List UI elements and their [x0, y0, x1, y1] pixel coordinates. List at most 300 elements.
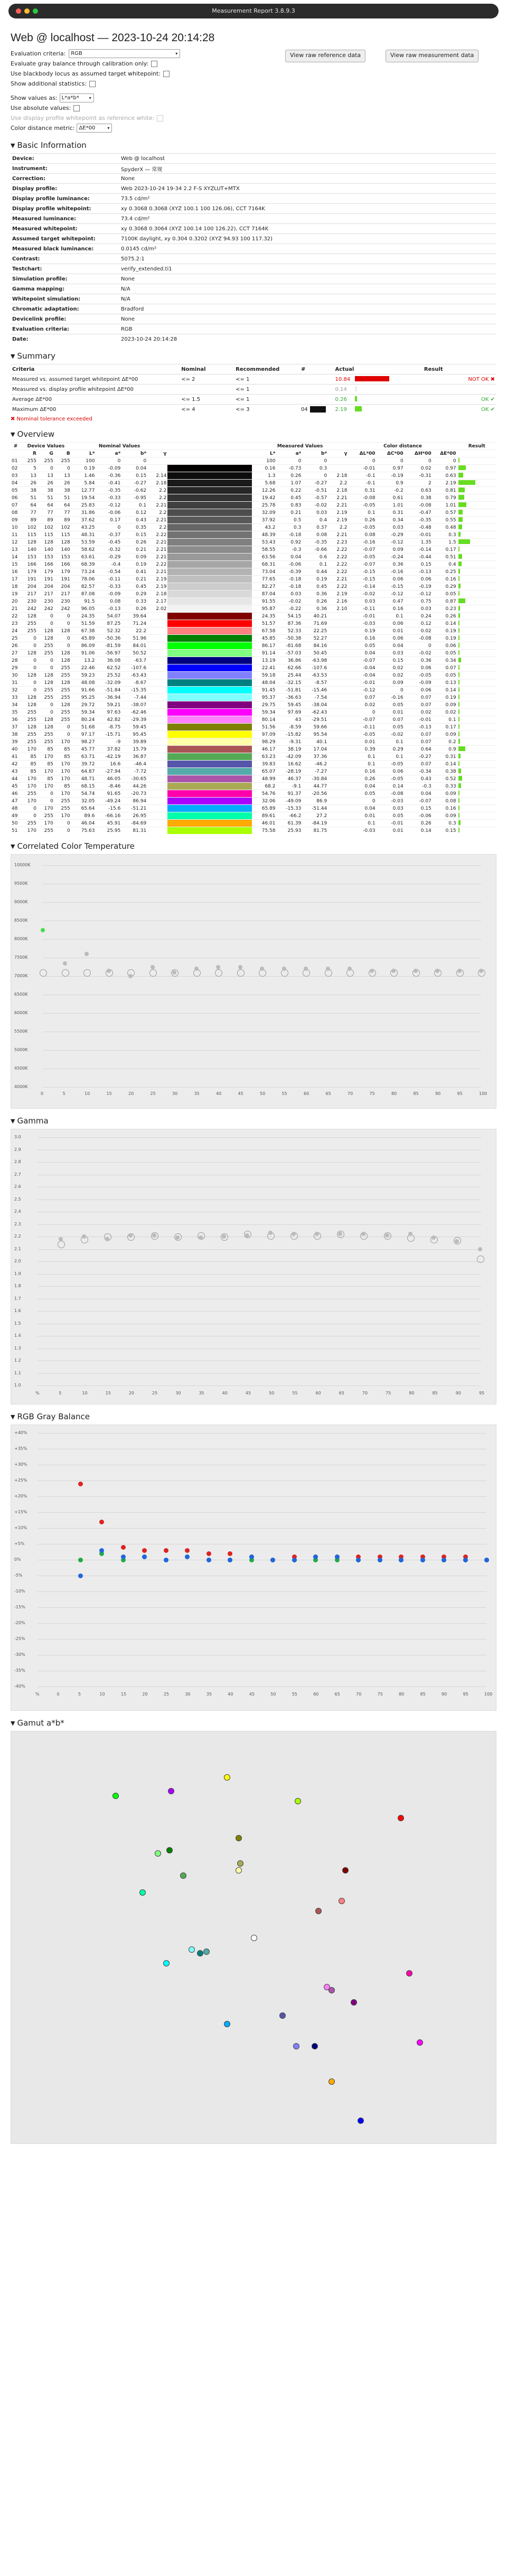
overview-cell: 25.52	[96, 672, 121, 679]
overview-cell: 39.83	[252, 761, 277, 768]
overview-cell: 217	[21, 591, 37, 598]
overview-cell: 29.75	[252, 701, 277, 709]
x-tick-label: 20	[142, 1692, 148, 1697]
overview-cell: 0.03	[348, 598, 376, 605]
result-bar	[458, 724, 460, 729]
color-swatch	[167, 472, 251, 480]
overview-table	[11, 442, 496, 834]
grid-line	[37, 1385, 481, 1386]
overview-cell: 2	[405, 480, 433, 487]
color-swatch	[167, 502, 251, 509]
overview-cell: 2.21	[147, 568, 167, 576]
overview-cell: 2.21	[328, 502, 348, 509]
measured-point	[238, 965, 242, 969]
x-tick-label: 80	[399, 1692, 405, 1697]
overview-cell: 0.26	[302, 598, 328, 605]
overview-cell: 0.6	[302, 554, 328, 561]
overview-cell: 0.02	[405, 465, 433, 472]
result-bar	[458, 502, 466, 507]
overview-cell: 29	[11, 664, 21, 672]
y-tick-label: -40%	[14, 1684, 25, 1689]
overview-cell: -0.18	[276, 583, 302, 591]
overview-cell: 0.16	[348, 768, 376, 775]
overview-cell: -0.04	[348, 672, 376, 679]
overview-cell: 2.2	[147, 524, 167, 531]
info-row	[11, 274, 496, 284]
overview-column-cell: a*	[276, 450, 302, 457]
overview-cell	[457, 783, 496, 790]
color-swatch	[167, 576, 251, 583]
overview-cell: 2.22	[147, 531, 167, 539]
overview-cell: 53.59	[71, 539, 96, 546]
color-swatch	[167, 554, 251, 561]
overview-cell: 2.21	[147, 539, 167, 546]
overview-cell: 09	[11, 517, 21, 524]
overview-cell: 68.15	[71, 783, 96, 790]
overview-cell: 128	[37, 635, 54, 642]
overview-cell: 0.05	[377, 812, 405, 820]
overview-cell: 19	[11, 591, 21, 598]
x-tick-label: 20	[128, 1091, 134, 1096]
overview-cell: 2.22	[328, 561, 348, 568]
overview-cell	[328, 738, 348, 746]
overview-cell: -30.84	[302, 775, 328, 783]
result-bar	[458, 561, 462, 566]
table-row	[11, 790, 496, 798]
x-tick-label: 5	[62, 1091, 65, 1096]
x-tick-label: 70	[362, 1391, 368, 1395]
overview-cell	[147, 613, 167, 620]
info-value: verify_extended.ti1	[119, 264, 496, 274]
overview-cell	[457, 746, 496, 753]
overview-cell: 0.06	[405, 664, 433, 672]
color-swatch	[167, 761, 251, 768]
overview-cell: -0.02	[348, 591, 376, 598]
overview-cell: -0.39	[276, 568, 302, 576]
overview-cell: 0.14	[405, 827, 433, 835]
g-balance-point	[78, 1558, 83, 1562]
opt-display-profile-label: Use display profile whitepoint as reference white:	[11, 115, 155, 121]
overview-cell: 0	[21, 805, 37, 812]
x-tick-label: 35	[199, 1391, 204, 1395]
color-swatch	[167, 613, 251, 620]
color-swatch	[167, 650, 251, 657]
overview-cell	[457, 576, 496, 583]
overview-cell: 0.03	[302, 509, 328, 517]
x-tick-label: 30	[185, 1692, 191, 1697]
overview-cell: 53.43	[252, 539, 277, 546]
overview-cell: 128	[37, 539, 54, 546]
overview-cell: 170	[54, 768, 71, 775]
overview-cell: -0.18	[276, 576, 302, 583]
opt-absolute-checkbox[interactable]	[73, 105, 80, 111]
gamut-point	[236, 1867, 242, 1874]
overview-cell	[457, 591, 496, 598]
color-swatch	[167, 812, 251, 820]
x-tick-label: 10	[99, 1692, 105, 1697]
overview-cell: 19.42	[252, 494, 277, 502]
collapse-triangle-icon: ▼	[11, 1719, 15, 1727]
overview-cell: -0.05	[348, 502, 376, 509]
info-key: Display profile whitepoint:	[11, 204, 119, 214]
b-balance-point	[228, 1558, 232, 1562]
overview-cell: 0.02	[348, 701, 376, 709]
overview-cell: 0.44	[302, 568, 328, 576]
overview-cell: 128	[54, 650, 71, 657]
section-gray-balance[interactable]	[11, 1412, 496, 1421]
overview-cell: 87.04	[252, 591, 277, 598]
table-row	[11, 605, 496, 613]
overview-cell	[457, 509, 496, 517]
overview-cell: -0.08	[405, 635, 433, 642]
overview-cell: 0.75	[405, 598, 433, 605]
overview-cell: 51.59	[71, 620, 96, 627]
overview-cell	[328, 642, 348, 650]
overview-cell: 2.21	[147, 546, 167, 554]
overview-cell: 45.77	[71, 746, 96, 753]
overview-cell	[147, 716, 167, 724]
overview-cell: 24.35	[252, 613, 277, 620]
overview-cell: 17	[11, 576, 21, 583]
overview-cell: -29.39	[121, 716, 147, 724]
patch-swatch	[310, 406, 326, 413]
color-swatch	[167, 694, 251, 701]
overview-column-cell: a*	[96, 450, 121, 457]
overview-cell: -42.09	[276, 753, 302, 761]
overview-cell: 81.31	[121, 827, 147, 835]
overview-cell: 0.4	[302, 517, 328, 524]
overview-cell: -0.06	[276, 561, 302, 568]
overview-cell: -0.18	[276, 531, 302, 539]
x-tick-label: 15	[120, 1692, 127, 1697]
overview-cell: 170	[54, 790, 71, 798]
x-tick-label: 85	[420, 1692, 426, 1697]
opt-display-profile-checkbox[interactable]	[157, 115, 163, 121]
overview-cell: 0.13	[433, 679, 457, 687]
overview-cell: 1.01	[377, 502, 405, 509]
overview-cell: 0.83	[276, 502, 302, 509]
result-bar	[458, 495, 465, 500]
x-tick-label: 95	[463, 1692, 468, 1697]
overview-cell: 0.26	[348, 775, 376, 783]
overview-cell	[328, 627, 348, 635]
overview-cell: 115	[37, 531, 54, 539]
section-cct[interactable]	[11, 841, 496, 851]
r-balance-point	[206, 1551, 211, 1556]
overview-cell: 128	[54, 701, 71, 709]
overview-cell: -8.57	[302, 679, 328, 687]
section-gamut[interactable]	[11, 1718, 496, 1728]
overview-cell: 51	[21, 494, 37, 502]
eval-criteria-select[interactable]	[69, 49, 180, 58]
overview-cell	[147, 457, 167, 465]
summary-table	[11, 364, 496, 414]
overview-cell: -0.3	[405, 783, 433, 790]
overview-cell: -0.29	[377, 531, 405, 539]
x-tick-label: 35	[194, 1091, 200, 1096]
opt-blackbody-checkbox[interactable]	[163, 71, 170, 77]
overview-cell: 0.1	[433, 716, 457, 724]
overview-cell: 0.36	[302, 605, 328, 613]
overview-cell: 0.36	[405, 657, 433, 664]
color-swatch	[167, 657, 251, 664]
y-tick-label: 1.0	[14, 1383, 21, 1388]
overview-cell	[457, 738, 496, 746]
color-swatch	[167, 517, 251, 524]
y-tick-label: 5000K	[14, 1047, 28, 1052]
overview-cell: 0	[302, 472, 328, 480]
overview-cell: -0.1	[348, 480, 376, 487]
overview-cell: -20.73	[121, 790, 147, 798]
y-tick-label: +35%	[14, 1446, 27, 1451]
overview-cell: 255	[54, 694, 71, 701]
overview-column-cell: ΔE*00	[433, 450, 457, 457]
overview-cell: 0.52	[433, 775, 457, 783]
overview-cell: -84.69	[121, 820, 147, 827]
overview-cell: 71.69	[302, 620, 328, 627]
overview-cell: 0.3	[433, 820, 457, 827]
overview-cell: 255	[54, 672, 71, 679]
overview-cell	[328, 724, 348, 731]
section-title: RGB Gray Balance	[17, 1412, 90, 1421]
overview-cell: 255	[21, 790, 37, 798]
b-balance-point	[442, 1558, 446, 1562]
result-bar	[458, 547, 460, 551]
measured-point	[152, 1233, 156, 1238]
x-tick-label: 60	[315, 1391, 321, 1395]
overview-cell: -0.48	[405, 524, 433, 531]
overview-cell: 75.63	[71, 827, 96, 835]
overview-cell: 39.72	[71, 761, 96, 768]
overview-cell: 0.04	[348, 783, 376, 790]
overview-cell: -0.15	[348, 568, 376, 576]
measured-point	[282, 967, 286, 971]
overview-cell: 255	[54, 805, 71, 812]
y-tick-label: -25%	[14, 1636, 25, 1641]
summary-cell	[334, 405, 422, 415]
b-balance-point	[378, 1558, 382, 1562]
overview-cell: 153	[37, 554, 54, 561]
overview-cell	[328, 775, 348, 783]
result-bar	[458, 473, 463, 477]
overview-cell: 68.2	[252, 783, 277, 790]
overview-cell: -36.63	[276, 694, 302, 701]
x-tick-label: 60	[304, 1091, 309, 1096]
measured-point	[172, 970, 176, 975]
overview-cell: 59.21	[96, 701, 121, 709]
overview-cell: 0.57	[433, 509, 457, 517]
overview-cell: 39.64	[121, 613, 147, 620]
table-row	[11, 731, 496, 738]
overview-cell: 89	[54, 517, 71, 524]
result-bar	[458, 524, 462, 529]
overview-cell: 128	[54, 657, 71, 664]
overview-cell: 0.07	[405, 761, 433, 768]
overview-group-cell: Device Values	[21, 443, 71, 450]
overview-cell: -0.27	[302, 480, 328, 487]
measured-point	[216, 965, 220, 969]
overview-cell: 128	[37, 724, 54, 731]
result-bar	[458, 532, 461, 537]
overview-cell: 2.18	[328, 472, 348, 480]
overview-cell: 170	[54, 738, 71, 746]
view-raw-measurement-button[interactable]: View raw measurement data	[386, 50, 478, 62]
table-row	[11, 531, 496, 539]
overview-cell: 0	[54, 465, 71, 472]
overview-cell: 255	[21, 627, 37, 635]
overview-cell: 85	[54, 783, 71, 790]
overview-cell: 0.14	[433, 620, 457, 627]
overview-cell: 170	[37, 768, 54, 775]
overview-column-cell	[457, 450, 496, 457]
section-summary[interactable]	[11, 351, 496, 361]
gamma-chart	[11, 1129, 496, 1404]
overview-cell	[457, 672, 496, 679]
overview-cell: 255	[37, 731, 54, 738]
actual-value: 0.26	[335, 396, 347, 402]
overview-cell: 100	[71, 457, 96, 465]
color-metric-select[interactable]	[77, 124, 112, 133]
result-bar	[458, 709, 459, 714]
info-key: Measured whitepoint:	[11, 224, 119, 234]
color-swatch	[167, 480, 251, 487]
overview-cell: 35	[11, 709, 21, 716]
actual-value: 2.19	[335, 406, 347, 413]
result-bar	[458, 828, 459, 832]
overview-cell	[147, 642, 167, 650]
overview-cell: 82.57	[71, 583, 96, 591]
overview-cell: 0	[37, 465, 54, 472]
overview-cell: 0	[433, 457, 457, 465]
measured-point	[260, 967, 264, 971]
gamut-point	[312, 2043, 318, 2049]
overview-cell: -0.27	[121, 480, 147, 487]
overview-cell: 43	[276, 716, 302, 724]
overview-cell: 0.01	[377, 709, 405, 716]
overview-cell: -0.34	[405, 768, 433, 775]
gamut-point	[236, 1835, 242, 1841]
view-raw-reference-button[interactable]: View raw reference data	[285, 50, 365, 62]
overview-cell: 40	[11, 746, 21, 753]
overview-cell: 0.14	[377, 783, 405, 790]
overview-cell	[328, 709, 348, 716]
overview-cell: 77	[54, 509, 71, 517]
overview-cell: 255	[37, 738, 54, 746]
overview-cell: 115	[54, 531, 71, 539]
grid-line	[37, 1496, 486, 1497]
grid-line	[37, 1528, 486, 1529]
overview-cell: -63.43	[121, 672, 147, 679]
overview-cell: 2.18	[147, 480, 167, 487]
show-values-select[interactable]	[60, 93, 94, 102]
actual-bar	[355, 396, 357, 401]
overview-cell: -0.11	[348, 605, 376, 613]
overview-cell	[328, 613, 348, 620]
section-gamma[interactable]	[11, 1116, 496, 1126]
show-values-row	[11, 93, 496, 103]
info-row	[11, 324, 496, 334]
overview-column-cell: γ	[147, 450, 167, 457]
overview-cell	[328, 731, 348, 738]
overview-cell: 0.08	[96, 598, 121, 605]
gamut-point	[224, 1774, 230, 1781]
overview-cell: 128	[21, 724, 37, 731]
overview-cell: 91.06	[71, 650, 96, 657]
overview-cell: 97.69	[276, 709, 302, 716]
y-tick-label: 1.5	[14, 1320, 21, 1326]
overview-cell: 0.16	[433, 576, 457, 583]
overview-cell: 2.21	[328, 531, 348, 539]
overview-cell	[147, 701, 167, 709]
overview-cell: 0.15	[121, 531, 147, 539]
overview-cell: 0.38	[433, 768, 457, 775]
overview-column-header	[11, 450, 496, 457]
overview-cell: -51.44	[302, 805, 328, 812]
overview-cell: 0	[21, 679, 37, 687]
table-row	[11, 798, 496, 805]
section-overview[interactable]	[11, 429, 496, 439]
result-bar	[458, 569, 461, 574]
overview-cell: 59.45	[121, 724, 147, 731]
grid-line	[37, 1623, 486, 1624]
overview-cell	[457, 487, 496, 494]
overview-cell: -51.84	[96, 687, 121, 694]
overview-cell: 170	[37, 783, 54, 790]
overview-cell: 0	[54, 827, 71, 835]
measured-point	[41, 928, 45, 932]
overview-cell: -8.59	[276, 724, 302, 731]
info-key: Correction:	[11, 174, 119, 184]
overview-cell	[147, 827, 167, 835]
y-tick-label: 4500K	[14, 1066, 28, 1071]
color-swatch	[167, 457, 251, 465]
overview-cell	[328, 820, 348, 827]
overview-cell: 48.31	[71, 531, 96, 539]
info-value: Bradford	[119, 304, 496, 314]
overview-cell	[457, 657, 496, 664]
y-tick-label: 2.5	[14, 1196, 21, 1202]
table-row	[11, 694, 496, 701]
overview-cell: 0.06	[377, 620, 405, 627]
table-row	[11, 746, 496, 753]
summary-cell	[334, 385, 422, 395]
overview-cell	[328, 657, 348, 664]
overview-cell: 37.62	[71, 517, 96, 524]
overview-cell: 95.25	[71, 694, 96, 701]
section-basic-information[interactable]	[11, 140, 496, 150]
overview-cell: 0.48	[433, 524, 457, 531]
overview-cell: -0.02	[302, 502, 328, 509]
opt-gray-checkbox[interactable]	[151, 61, 157, 67]
color-swatch	[167, 509, 251, 517]
overview-cell: 0.16	[377, 605, 405, 613]
overview-cell: 2.02	[147, 605, 167, 613]
overview-cell: 0.81	[433, 487, 457, 494]
overview-cell	[328, 701, 348, 709]
measured-point	[385, 1233, 389, 1238]
overview-cell	[457, 761, 496, 768]
overview-cell: 0.06	[377, 768, 405, 775]
show-values-value: L*a*b*	[61, 95, 79, 101]
summary-cell	[299, 395, 334, 405]
overview-cell: 42	[11, 761, 21, 768]
overview-cell: 73.24	[71, 568, 96, 576]
overview-cell: 0.29	[121, 591, 147, 598]
b-balance-point	[78, 1573, 83, 1578]
x-tick-label: 5	[59, 1391, 62, 1395]
info-key: Assumed target whitepoint:	[11, 234, 119, 244]
opt-additional-checkbox[interactable]	[89, 81, 96, 87]
